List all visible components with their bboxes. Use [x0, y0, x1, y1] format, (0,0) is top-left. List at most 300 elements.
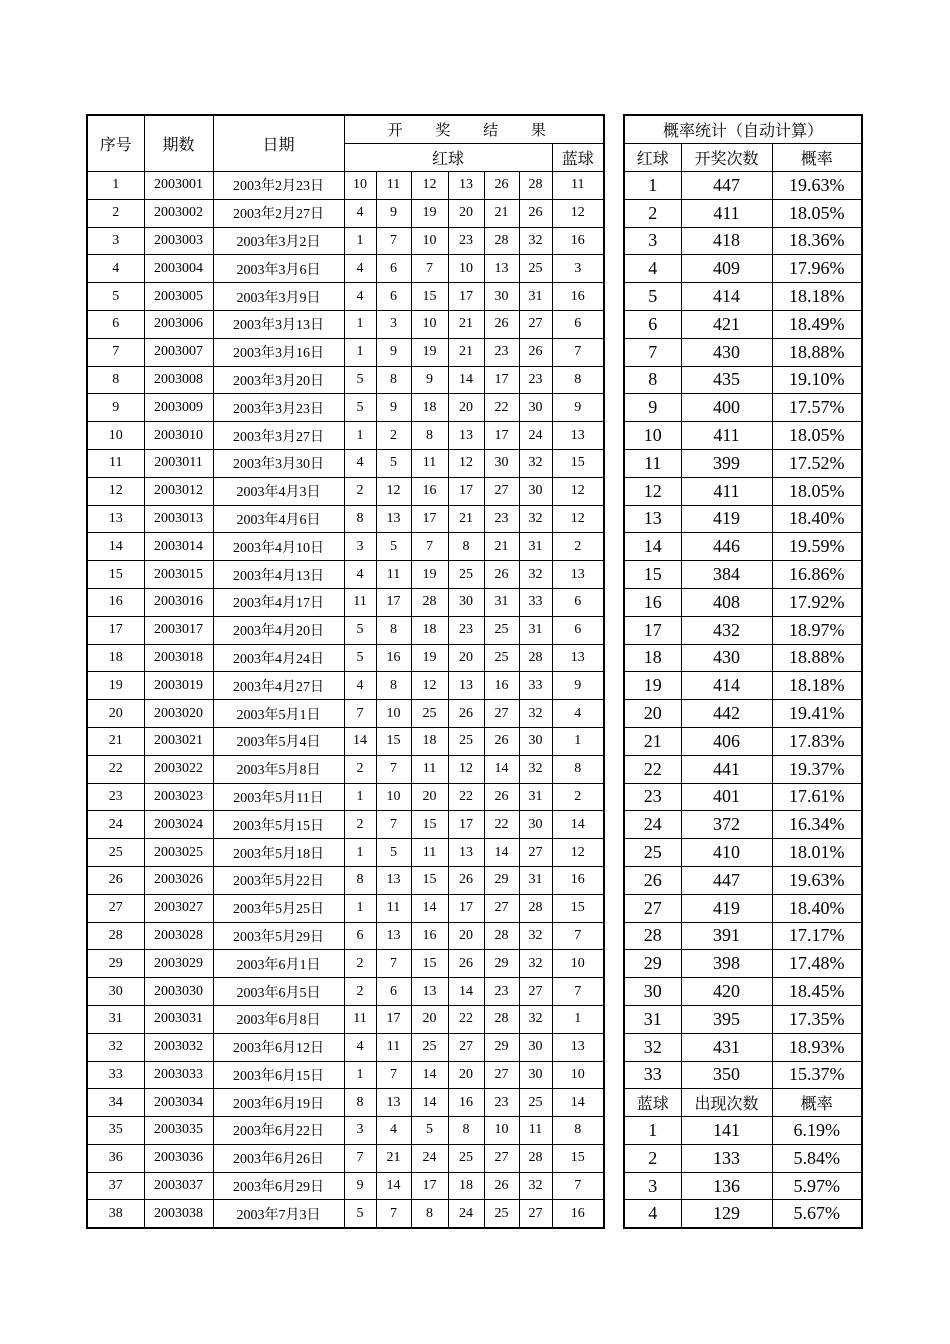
- table-row: [87, 727, 604, 755]
- red-stat-count: 446: [681, 533, 772, 561]
- blue-stat-prob: 6.19%: [772, 1117, 862, 1145]
- red-ball-cell: 26: [448, 700, 484, 728]
- red-stat-row: [624, 533, 862, 561]
- blue-stat-count: 133: [681, 1144, 772, 1172]
- blue-stat-count: 141: [681, 1117, 772, 1145]
- red-ball-cell: 30: [519, 394, 552, 422]
- table-row: [87, 644, 604, 672]
- red-ball-cell: 4: [344, 449, 376, 477]
- blue-stats-header-row: [624, 1089, 862, 1117]
- red-ball-cell: 17: [484, 366, 519, 394]
- red-ball-cell: 15: [411, 950, 448, 978]
- red-ball-cell: 16: [376, 644, 411, 672]
- table-row: [87, 616, 604, 644]
- red-stat-prob: 17.57%: [772, 394, 862, 422]
- red-ball-cell: 1: [344, 338, 376, 366]
- header-date: 日期: [213, 115, 344, 172]
- table-row: [87, 950, 604, 978]
- red-ball-cell: 26: [519, 199, 552, 227]
- table-row: [87, 672, 604, 700]
- red-stat-count: 447: [681, 172, 772, 200]
- blue-stat-ball: 1: [624, 1117, 681, 1145]
- red-ball-cell: 28: [484, 227, 519, 255]
- issue-cell: 2003008: [144, 366, 213, 394]
- table-row: [87, 783, 604, 811]
- red-ball-cell: 11: [411, 449, 448, 477]
- red-ball-cell: 32: [519, 227, 552, 255]
- seq-cell: 9: [87, 394, 144, 422]
- red-stat-ball: 30: [624, 978, 681, 1006]
- red-ball-cell: 10: [376, 700, 411, 728]
- red-ball-cell: 7: [376, 950, 411, 978]
- red-ball-cell: 26: [484, 783, 519, 811]
- date-cell: 2003年7月3日: [213, 1200, 344, 1228]
- red-ball-cell: 9: [376, 338, 411, 366]
- blue-ball-cell: 12: [552, 477, 604, 505]
- red-ball-cell: 12: [376, 477, 411, 505]
- stats-header-red-prob: 概率: [772, 144, 862, 172]
- seq-cell: 33: [87, 1061, 144, 1089]
- red-stat-count: 410: [681, 839, 772, 867]
- red-stat-prob: 18.18%: [772, 283, 862, 311]
- stats-header-blue-count: 出现次数: [681, 1089, 772, 1117]
- red-stat-count: 399: [681, 449, 772, 477]
- red-ball-cell: 16: [484, 672, 519, 700]
- red-ball-cell: 17: [448, 477, 484, 505]
- red-stat-count: 441: [681, 755, 772, 783]
- red-stat-row: [624, 561, 862, 589]
- table-row: [87, 172, 604, 200]
- stats-title: 概率统计（自动计算）: [624, 115, 862, 144]
- red-stat-row: [624, 1061, 862, 1089]
- red-ball-cell: 17: [411, 505, 448, 533]
- red-stat-count: 430: [681, 338, 772, 366]
- red-stat-ball: 18: [624, 644, 681, 672]
- red-stat-count: 447: [681, 866, 772, 894]
- red-stat-count: 414: [681, 283, 772, 311]
- blue-ball-cell: 13: [552, 644, 604, 672]
- red-ball-cell: 19: [411, 644, 448, 672]
- red-stat-prob: 18.05%: [772, 422, 862, 450]
- draw-table-body: [87, 172, 604, 1229]
- red-ball-cell: 27: [519, 310, 552, 338]
- red-ball-cell: 1: [344, 422, 376, 450]
- red-stat-prob: 18.05%: [772, 477, 862, 505]
- red-ball-cell: 17: [448, 811, 484, 839]
- red-ball-cell: 17: [376, 1005, 411, 1033]
- red-stat-prob: 19.37%: [772, 755, 862, 783]
- seq-cell: 27: [87, 894, 144, 922]
- red-ball-cell: 10: [411, 227, 448, 255]
- table-row: [87, 1005, 604, 1033]
- red-stat-row: [624, 310, 862, 338]
- red-stat-row: [624, 338, 862, 366]
- red-stat-prob: 18.88%: [772, 644, 862, 672]
- red-ball-cell: 9: [376, 394, 411, 422]
- red-ball-cell: 33: [519, 672, 552, 700]
- seq-cell: 4: [87, 255, 144, 283]
- red-ball-cell: 7: [376, 811, 411, 839]
- table-row: [87, 839, 604, 867]
- blue-stat-row: [624, 1172, 862, 1200]
- date-cell: 2003年4月6日: [213, 505, 344, 533]
- red-ball-cell: 13: [376, 866, 411, 894]
- red-ball-cell: 31: [484, 588, 519, 616]
- red-stat-prob: 18.40%: [772, 894, 862, 922]
- red-ball-cell: 26: [484, 727, 519, 755]
- red-stat-ball: 31: [624, 1005, 681, 1033]
- red-ball-cell: 28: [519, 644, 552, 672]
- blue-ball-cell: 13: [552, 422, 604, 450]
- red-ball-cell: 27: [519, 1200, 552, 1228]
- red-ball-cell: 4: [344, 672, 376, 700]
- seq-cell: 23: [87, 783, 144, 811]
- red-stat-ball: 19: [624, 672, 681, 700]
- seq-cell: 3: [87, 227, 144, 255]
- red-ball-cell: 21: [448, 338, 484, 366]
- issue-cell: 2003022: [144, 755, 213, 783]
- blue-ball-cell: 15: [552, 449, 604, 477]
- red-ball-cell: 31: [519, 533, 552, 561]
- red-stat-prob: 16.86%: [772, 561, 862, 589]
- red-ball-cell: 5: [411, 1117, 448, 1145]
- blue-ball-cell: 6: [552, 588, 604, 616]
- red-ball-cell: 13: [376, 505, 411, 533]
- red-ball-cell: 32: [519, 561, 552, 589]
- red-ball-cell: 15: [411, 283, 448, 311]
- red-stat-row: [624, 672, 862, 700]
- red-stat-prob: 17.35%: [772, 1005, 862, 1033]
- red-ball-cell: 13: [484, 255, 519, 283]
- red-ball-cell: 1: [344, 227, 376, 255]
- issue-cell: 2003017: [144, 616, 213, 644]
- red-ball-cell: 1: [344, 839, 376, 867]
- red-stat-prob: 18.88%: [772, 338, 862, 366]
- red-stat-prob: 16.34%: [772, 811, 862, 839]
- table-row: [87, 1200, 604, 1228]
- seq-cell: 36: [87, 1144, 144, 1172]
- red-stat-count: 384: [681, 561, 772, 589]
- seq-cell: 12: [87, 477, 144, 505]
- red-stat-row: [624, 422, 862, 450]
- red-ball-cell: 15: [411, 866, 448, 894]
- red-stat-ball: 25: [624, 839, 681, 867]
- table-row: [87, 227, 604, 255]
- red-stat-prob: 17.92%: [772, 588, 862, 616]
- blue-ball-cell: 3: [552, 255, 604, 283]
- issue-cell: 2003009: [144, 394, 213, 422]
- red-ball-cell: 31: [519, 783, 552, 811]
- table-row: [87, 1061, 604, 1089]
- seq-cell: 13: [87, 505, 144, 533]
- issue-cell: 2003023: [144, 783, 213, 811]
- red-ball-cell: 13: [411, 978, 448, 1006]
- red-ball-cell: 14: [344, 727, 376, 755]
- red-ball-cell: 14: [484, 755, 519, 783]
- red-ball-cell: 2: [344, 477, 376, 505]
- blue-ball-cell: 10: [552, 950, 604, 978]
- issue-cell: 2003019: [144, 672, 213, 700]
- blue-ball-cell: 1: [552, 1005, 604, 1033]
- red-stat-ball: 33: [624, 1061, 681, 1089]
- red-stat-prob: 17.52%: [772, 449, 862, 477]
- red-ball-cell: 27: [484, 1061, 519, 1089]
- red-ball-cell: 26: [448, 866, 484, 894]
- date-cell: 2003年5月29日: [213, 922, 344, 950]
- red-stat-row: [624, 227, 862, 255]
- issue-cell: 2003015: [144, 561, 213, 589]
- red-ball-cell: 30: [519, 811, 552, 839]
- blue-ball-cell: 8: [552, 755, 604, 783]
- seq-cell: 30: [87, 978, 144, 1006]
- red-stat-row: [624, 394, 862, 422]
- stats-header-blue-ball: 蓝球: [624, 1089, 681, 1117]
- red-ball-cell: 21: [484, 199, 519, 227]
- red-ball-cell: 11: [376, 894, 411, 922]
- issue-cell: 2003016: [144, 588, 213, 616]
- issue-cell: 2003002: [144, 199, 213, 227]
- red-stat-ball: 20: [624, 700, 681, 728]
- red-ball-cell: 28: [484, 1005, 519, 1033]
- red-stat-count: 431: [681, 1033, 772, 1061]
- table-row: [87, 561, 604, 589]
- red-ball-cell: 25: [519, 255, 552, 283]
- red-ball-cell: 8: [448, 533, 484, 561]
- seq-cell: 19: [87, 672, 144, 700]
- red-stat-count: 414: [681, 672, 772, 700]
- red-ball-cell: 31: [519, 616, 552, 644]
- red-ball-cell: 3: [344, 1117, 376, 1145]
- red-ball-cell: 32: [519, 700, 552, 728]
- date-cell: 2003年3月9日: [213, 283, 344, 311]
- red-ball-cell: 28: [519, 1144, 552, 1172]
- date-cell: 2003年6月19日: [213, 1089, 344, 1117]
- red-ball-cell: 24: [411, 1144, 448, 1172]
- table-row: [87, 422, 604, 450]
- red-stat-ball: 23: [624, 783, 681, 811]
- red-stat-count: 435: [681, 366, 772, 394]
- red-ball-cell: 32: [519, 1005, 552, 1033]
- stats-table-body: [624, 172, 862, 1229]
- red-ball-cell: 12: [411, 672, 448, 700]
- date-cell: 2003年5月22日: [213, 866, 344, 894]
- red-ball-cell: 2: [344, 811, 376, 839]
- table-row: [87, 1089, 604, 1117]
- seq-cell: 31: [87, 1005, 144, 1033]
- red-ball-cell: 8: [376, 366, 411, 394]
- red-stat-prob: 18.01%: [772, 839, 862, 867]
- red-ball-cell: 18: [448, 1172, 484, 1200]
- blue-stat-count: 136: [681, 1172, 772, 1200]
- red-ball-cell: 2: [376, 422, 411, 450]
- blue-ball-cell: 13: [552, 561, 604, 589]
- red-ball-cell: 10: [376, 783, 411, 811]
- red-ball-cell: 27: [484, 894, 519, 922]
- red-ball-cell: 8: [344, 505, 376, 533]
- red-ball-cell: 20: [448, 199, 484, 227]
- date-cell: 2003年6月15日: [213, 1061, 344, 1089]
- red-stat-count: 401: [681, 783, 772, 811]
- red-ball-cell: 5: [376, 839, 411, 867]
- red-ball-cell: 27: [448, 1033, 484, 1061]
- red-ball-cell: 17: [376, 588, 411, 616]
- header-issue: 期数: [144, 115, 213, 172]
- red-stat-count: 419: [681, 894, 772, 922]
- blue-stat-ball: 3: [624, 1172, 681, 1200]
- blue-ball-cell: 9: [552, 672, 604, 700]
- header-red-ball: 红球: [344, 144, 552, 172]
- red-ball-cell: 25: [484, 1200, 519, 1228]
- red-stat-row: [624, 1005, 862, 1033]
- issue-cell: 2003037: [144, 1172, 213, 1200]
- red-ball-cell: 25: [448, 727, 484, 755]
- red-ball-cell: 20: [448, 922, 484, 950]
- red-stat-row: [624, 811, 862, 839]
- red-stat-count: 411: [681, 422, 772, 450]
- red-stat-prob: 19.10%: [772, 366, 862, 394]
- red-ball-cell: 15: [376, 727, 411, 755]
- red-stat-row: [624, 616, 862, 644]
- date-cell: 2003年5月11日: [213, 783, 344, 811]
- header-result: 开 奖 结 果: [344, 115, 604, 144]
- seq-cell: 2: [87, 199, 144, 227]
- red-stat-prob: 19.63%: [772, 866, 862, 894]
- red-ball-cell: 25: [411, 1033, 448, 1061]
- red-stat-ball: 29: [624, 950, 681, 978]
- table-row: [87, 894, 604, 922]
- issue-cell: 2003005: [144, 283, 213, 311]
- red-ball-cell: 19: [411, 338, 448, 366]
- date-cell: 2003年3月2日: [213, 227, 344, 255]
- red-stat-ball: 11: [624, 449, 681, 477]
- red-ball-cell: 8: [448, 1117, 484, 1145]
- table-row: [87, 505, 604, 533]
- red-ball-cell: 8: [344, 1089, 376, 1117]
- red-ball-cell: 10: [448, 255, 484, 283]
- table-row: [87, 283, 604, 311]
- stats-header-blue-prob: 概率: [772, 1089, 862, 1117]
- red-stat-row: [624, 283, 862, 311]
- date-cell: 2003年4月10日: [213, 533, 344, 561]
- red-stat-prob: 18.49%: [772, 310, 862, 338]
- probability-stats-table: [623, 114, 863, 1229]
- red-ball-cell: 14: [376, 1172, 411, 1200]
- date-cell: 2003年2月23日: [213, 172, 344, 200]
- table-row: [87, 1117, 604, 1145]
- red-stat-count: 395: [681, 1005, 772, 1033]
- red-stat-count: 411: [681, 477, 772, 505]
- seq-cell: 5: [87, 283, 144, 311]
- red-stat-row: [624, 255, 862, 283]
- issue-cell: 2003003: [144, 227, 213, 255]
- red-ball-cell: 21: [448, 505, 484, 533]
- red-stat-ball: 12: [624, 477, 681, 505]
- date-cell: 2003年4月3日: [213, 477, 344, 505]
- blue-ball-cell: 14: [552, 811, 604, 839]
- issue-cell: 2003014: [144, 533, 213, 561]
- red-ball-cell: 11: [344, 588, 376, 616]
- issue-cell: 2003027: [144, 894, 213, 922]
- table-row: [87, 1144, 604, 1172]
- red-ball-cell: 23: [484, 505, 519, 533]
- red-stat-row: [624, 922, 862, 950]
- red-stat-ball: 21: [624, 727, 681, 755]
- date-cell: 2003年6月22日: [213, 1117, 344, 1145]
- red-ball-cell: 13: [448, 672, 484, 700]
- red-ball-cell: 19: [411, 561, 448, 589]
- seq-cell: 16: [87, 588, 144, 616]
- red-ball-cell: 29: [484, 866, 519, 894]
- red-ball-cell: 12: [448, 449, 484, 477]
- date-cell: 2003年5月1日: [213, 700, 344, 728]
- issue-cell: 2003029: [144, 950, 213, 978]
- seq-cell: 32: [87, 1033, 144, 1061]
- issue-cell: 2003033: [144, 1061, 213, 1089]
- red-ball-cell: 32: [519, 922, 552, 950]
- red-ball-cell: 11: [411, 755, 448, 783]
- date-cell: 2003年5月18日: [213, 839, 344, 867]
- table-row: [87, 338, 604, 366]
- seq-cell: 37: [87, 1172, 144, 1200]
- red-ball-cell: 18: [411, 394, 448, 422]
- seq-cell: 35: [87, 1117, 144, 1145]
- red-ball-cell: 7: [344, 700, 376, 728]
- blue-stat-prob: 5.84%: [772, 1144, 862, 1172]
- blue-ball-cell: 7: [552, 978, 604, 1006]
- blue-ball-cell: 7: [552, 338, 604, 366]
- red-ball-cell: 26: [484, 310, 519, 338]
- blue-ball-cell: 11: [552, 172, 604, 200]
- red-ball-cell: 16: [411, 922, 448, 950]
- red-ball-cell: 30: [484, 449, 519, 477]
- red-stat-row: [624, 755, 862, 783]
- seq-cell: 15: [87, 561, 144, 589]
- blue-ball-cell: 2: [552, 783, 604, 811]
- red-stat-count: 442: [681, 700, 772, 728]
- issue-cell: 2003034: [144, 1089, 213, 1117]
- blue-ball-cell: 15: [552, 894, 604, 922]
- red-stat-count: 350: [681, 1061, 772, 1089]
- red-ball-cell: 30: [484, 283, 519, 311]
- red-ball-cell: 18: [411, 727, 448, 755]
- red-ball-cell: 30: [448, 588, 484, 616]
- date-cell: 2003年5月4日: [213, 727, 344, 755]
- red-stat-count: 419: [681, 505, 772, 533]
- date-cell: 2003年5月25日: [213, 894, 344, 922]
- red-stat-ball: 24: [624, 811, 681, 839]
- red-ball-cell: 20: [448, 1061, 484, 1089]
- red-ball-cell: 1: [344, 783, 376, 811]
- red-stat-row: [624, 449, 862, 477]
- red-ball-cell: 27: [484, 477, 519, 505]
- red-ball-cell: 1: [344, 894, 376, 922]
- red-ball-cell: 2: [344, 755, 376, 783]
- red-ball-cell: 28: [519, 172, 552, 200]
- red-ball-cell: 23: [484, 978, 519, 1006]
- red-stat-count: 372: [681, 811, 772, 839]
- red-stat-ball: 2: [624, 199, 681, 227]
- red-ball-cell: 19: [411, 199, 448, 227]
- issue-cell: 2003028: [144, 922, 213, 950]
- red-stat-row: [624, 172, 862, 200]
- seq-cell: 6: [87, 310, 144, 338]
- seq-cell: 14: [87, 533, 144, 561]
- date-cell: 2003年3月6日: [213, 255, 344, 283]
- table-row: [87, 477, 604, 505]
- red-ball-cell: 8: [376, 616, 411, 644]
- table-row: [87, 255, 604, 283]
- red-ball-cell: 7: [376, 227, 411, 255]
